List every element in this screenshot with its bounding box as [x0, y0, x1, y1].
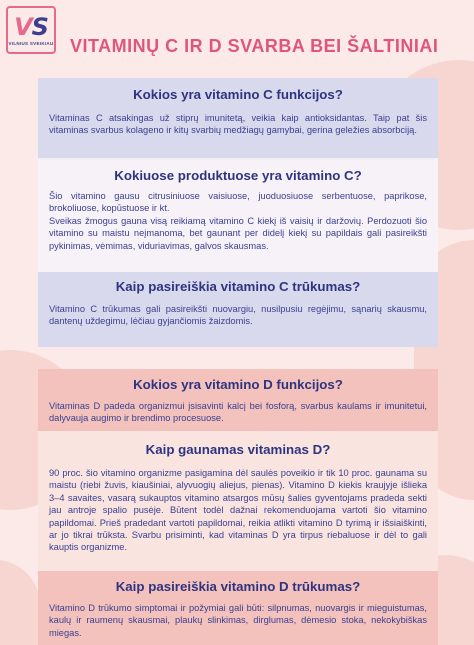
section-heading-band [38, 78, 438, 108]
logo-letter-s: S [31, 12, 48, 41]
section-body-block [38, 108, 438, 158]
section-heading: Kaip pasireiškia vitamino C trūkumas? [115, 279, 361, 294]
section-body: Sveikas žmogus gauna visą reikiamą vitamino C kiekį iš vaisių ir daržovių. Perdozuoti šio vitamino su maistu neįmanoma, bet gaunant per didelį kiekį su papildais gali pasireikšti pykinimas, vėmimas, viduriavimas, galvos skausmas. [49, 215, 427, 251]
section-body: Vitaminas C atsakingas už stiprų imunitetą, veikia kaip antioksidantas. Taip pat šis vitaminas svarbus kolageno ir kitų svarbių medžiagų gamybai, gerina geležies absorbciją. [49, 113, 427, 136]
vitamin-c-panel [38, 78, 438, 347]
vitamin-d-panel [38, 369, 438, 645]
section-body-block [38, 599, 438, 645]
section-heading-band [38, 571, 438, 599]
section-body-block [38, 461, 438, 571]
section-body-block [38, 397, 438, 431]
section-heading: Kaip pasireiškia vitamino D trūkumas? [115, 579, 361, 594]
header [0, 0, 474, 70]
section-body: Šio vitamino gausu citrusiniuose vaisiuose, juoduosiuose serbentuose, paprikose, brokoliuose, kopūstuose ir kt. [49, 191, 427, 214]
page-title: VITAMINŲ C IR D SVARBA BEI ŠALTINIAI [70, 36, 439, 56]
logo [6, 6, 56, 54]
section-body: Vitaminas D padeda organizmui įsisavinti kalcį bei fosforą, svarbus kaulams ir imunitetui, dalyvauja augimo ir brendimo procesuose. [49, 401, 427, 424]
section-body: Vitamino D trūkumo simptomai ir požymiai gali būti: silpnumas, nuovargis ir mieguistumas, kaulų ir raumenų skausmai, plaukų slinkimas, dirglumas, dėmesio stoka, nekokybiškas miegas. [49, 603, 427, 638]
section-body-block [38, 298, 438, 347]
section-heading-band [38, 431, 438, 461]
logo-mark [14, 12, 48, 41]
section-heading: Kaip gaunamas vitaminas D? [145, 442, 331, 457]
logo-subtitle: VILNIUS SVEIKIAU [8, 40, 54, 46]
logo-letter-v: V [14, 12, 32, 41]
section-heading-band [38, 369, 438, 397]
section-heading-band [38, 160, 438, 186]
section-body: Vitamino C trūkumas gali pasireikšti nuovargiu, nusilpusiu regėjimu, sąnarių skausmu, dantenų uždegimu, lėčiau gyjančiomis žaizdomis. [49, 304, 427, 327]
background-shape [0, 560, 40, 645]
section-body-block [38, 186, 438, 272]
section-heading: Kokiuose produktuose yra vitamino C? [114, 168, 362, 183]
section-heading: Kokios yra vitamino C funkcijos? [133, 87, 343, 102]
section-body: 90 proc. šio vitamino organizme pasigamina dėl saulės poveikio ir tik 10 proc. gaunama su maistu (riebi žuvis, kiaušiniai, alyvuogių aliejus, pienas). Vitamino D kiekis kraujyje išlieka 3–4 savaites, vasarą sukauptos vitamino atsargos mūsų šalies gyventojams pradeda sekti jau antroje spalio pusėje. Būtent todėl dažnai rekomenduojama vartoti šio vitamino papildomai. Prieš pradedant vartoti papildomai, reikia atlikti vitamino D tyrimą ir išsiaiškinti, ar jo tikrai trūksta. Svarbu prisiminti, kad vitaminas D yra tirpus riebaluose ir dėl to gali kauptis organizme. [49, 468, 427, 553]
section-heading-band [38, 272, 438, 298]
section-heading: Kokios yra vitamino D funkcijos? [133, 377, 343, 392]
